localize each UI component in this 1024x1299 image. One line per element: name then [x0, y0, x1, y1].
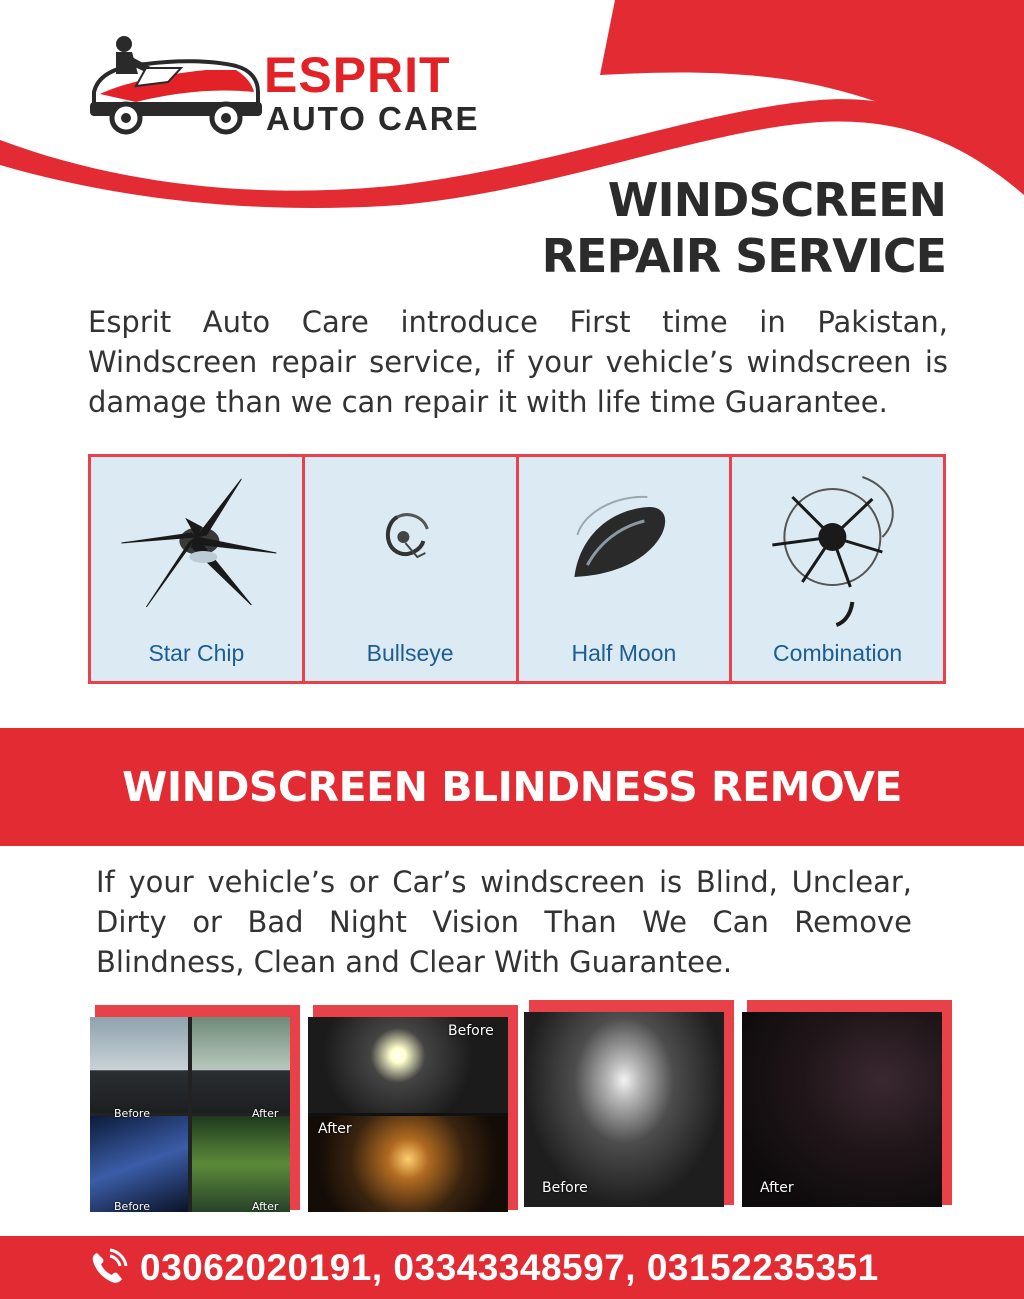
before-after-photo-1 — [90, 1005, 295, 1210]
before-after-photo-2 — [308, 1005, 513, 1210]
brand-name: ESPRIT — [264, 47, 451, 103]
photo-label: After — [760, 1180, 794, 1196]
damage-card-combination — [732, 457, 943, 681]
damage-label: Bullseye — [366, 640, 454, 666]
photo-label: After — [252, 1200, 279, 1212]
brand-subtitle: AUTO CARE — [266, 100, 480, 137]
repair-title-line2: REPAIR SERVICE — [541, 229, 946, 283]
photo-label: Before — [114, 1107, 150, 1120]
damage-card-star-chip — [91, 457, 302, 681]
damage-card-half-moon — [519, 457, 730, 681]
photo-label: Before — [542, 1180, 588, 1196]
phone-numbers: 03062020191, 03343348597, 03152235351 — [140, 1247, 879, 1288]
blindness-description: If your vehicle’s or Car’s windscreen is Blind, Unclear, Dirty or Bad Night Vision Than We Can Remove Blindness, Clean and Clear With Guarantee. — [96, 865, 912, 979]
star-chip-icon — [91, 457, 302, 642]
phone-icon — [88, 1248, 128, 1288]
blindness-title: WINDSCREEN BLINDNESS REMOVE — [122, 763, 902, 811]
photo-label: Before — [114, 1200, 150, 1212]
before-photo-3 — [524, 1000, 729, 1205]
damage-types-panel — [88, 454, 946, 684]
repair-description: Esprit Auto Care introduce First time in Pakistan, Windscreen repair service, if your vehicle’s windscreen is damage than we can repair it with life time Guarantee. — [88, 305, 948, 419]
photo-label: Before — [448, 1023, 494, 1039]
combination-chip-icon — [732, 457, 943, 642]
damage-label: Star Chip — [148, 640, 245, 666]
damage-label: Half Moon — [571, 640, 677, 666]
photo-label: After — [318, 1121, 352, 1137]
damage-label: Combination — [773, 640, 903, 666]
bullseye-chip-icon — [305, 457, 516, 642]
car-washer-icon — [86, 30, 266, 135]
repair-title-line1: WINDSCREEN — [607, 173, 946, 227]
repair-title — [542, 172, 946, 284]
after-photo-4 — [742, 1000, 947, 1205]
damage-card-bullseye — [305, 457, 516, 681]
brand-logo — [86, 30, 506, 140]
photo-label: After — [252, 1107, 279, 1120]
half-moon-chip-icon — [519, 457, 730, 642]
